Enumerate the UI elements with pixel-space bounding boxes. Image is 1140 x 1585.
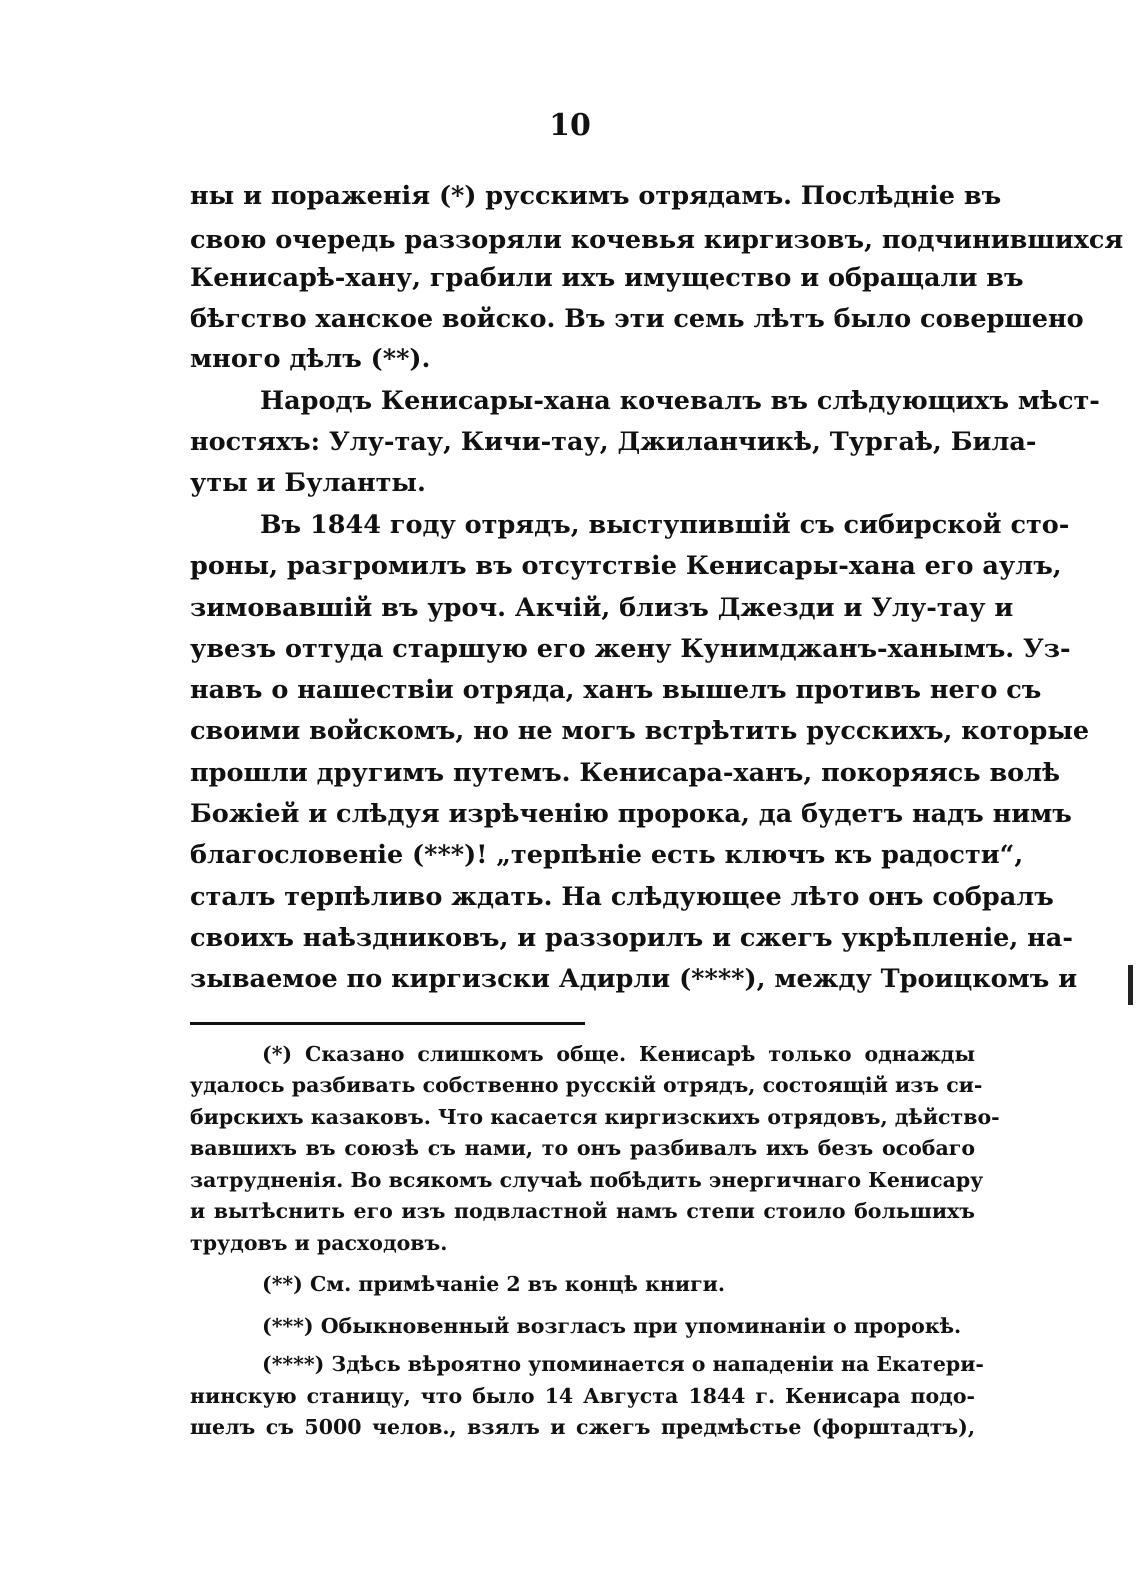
body-line: роны, разгромилъ въ отсутствіе Кенисары-хана его аулъ, (190, 551, 1062, 581)
body-line: Въ 1844 году отрядъ, выступившій съ сибирской сто- (260, 510, 1070, 540)
body-line: бѣгство ханское войско. Въ эти семь лѣтъ было совершено (190, 304, 1084, 334)
body-line: зимовавшій въ уроч. Акчій, близъ Джезди и Улу-тау и (190, 593, 1014, 623)
body-line: навъ о нашествіи отряда, ханъ вышелъ противъ него съ (190, 675, 1042, 705)
footnote-line: (**) См. примѣчаніе 2 въ концѣ книги. (262, 1272, 726, 1296)
body-line: сталъ терпѣливо ждать. На слѣдующее лѣто онъ собралъ (190, 882, 1054, 912)
body-line: уты и Буланты. (190, 468, 426, 498)
footnote-line: удалось разбивать собственно русскій отрядъ, состоящій изъ си- (190, 1073, 983, 1097)
footnote-line: трудовъ и расходовъ. (190, 1231, 448, 1255)
footnote-line: и вытѣснить его изъ подвластной намъ степи стоило большихъ (190, 1199, 975, 1223)
footnote-line: затрудненія. Во всякомъ случаѣ побѣдить энергичнаго Кенисару (190, 1168, 984, 1192)
footnote-line: нинскую станицу, что было 14 Августа 1844 г. Кенисара подо- (190, 1384, 975, 1408)
body-line: своихъ наѣздниковъ, и раззорилъ и сжегъ укрѣпленіе, на- (190, 923, 1073, 953)
body-line: ны и пораженія (*) русскимъ отрядамъ. Послѣдніе въ (190, 181, 1002, 211)
body-line: Народъ Кенисары-хана кочевалъ въ слѣдующихъ мѣст- (260, 386, 1100, 416)
footnote-rule (190, 1022, 585, 1025)
body-line: Кенисарѣ-хану, грабили ихъ имущество и обращали въ (190, 263, 1024, 293)
footnote-line: бирскихъ казаковъ. Что касается киргизскихъ отрядовъ, дѣйство- (190, 1105, 1000, 1129)
footnote-line: (*) Сказано слишкомъ обще. Кенисарѣ только однажды (262, 1042, 975, 1066)
page-number: 10 (549, 108, 591, 143)
body-line: благословеніе (***)! „терпѣніе есть ключъ къ радости“, (190, 840, 1024, 870)
body-line: ностяхъ: Улу-тау, Кичи-тау, Джиланчикѣ, Тургаѣ, Била- (190, 427, 1037, 457)
scan-edge-mark (1128, 965, 1133, 1005)
footnote-line: (***) Обыкновенный возгласъ при упоминаніи о пророкѣ. (262, 1314, 962, 1338)
body-line: Божіей и слѣдуя изрѣченію пророка, да будетъ надъ нимъ (190, 799, 1072, 829)
body-line: свою очередь раззоряли кочевья киргизовъ, подчинившихся (190, 225, 1124, 255)
body-line: много дѣлъ (**). (190, 344, 431, 374)
body-line: своими войскомъ, но не могъ встрѣтить русскихъ, которые (190, 716, 1090, 746)
footnote-line: шелъ съ 5000 челов., взялъ и сжегъ предмѣстье (форштадтъ), (190, 1415, 975, 1439)
footnote-line: вавшихъ въ союзѣ съ нами, то онъ разбивалъ ихъ безъ особаго (190, 1136, 975, 1160)
body-line: прошли другимъ путемъ. Кенисара-ханъ, покоряясь волѣ (190, 758, 1061, 788)
body-line: зываемое по киргизски Адирли (****), между Троицкомъ и (190, 964, 1078, 994)
body-line: увезъ оттуда старшую его жену Кунимджанъ-ханымъ. Уз- (190, 634, 1071, 664)
footnote-line: (****) Здѣсь вѣроятно упоминается о нападеніи на Екатери- (262, 1352, 984, 1376)
